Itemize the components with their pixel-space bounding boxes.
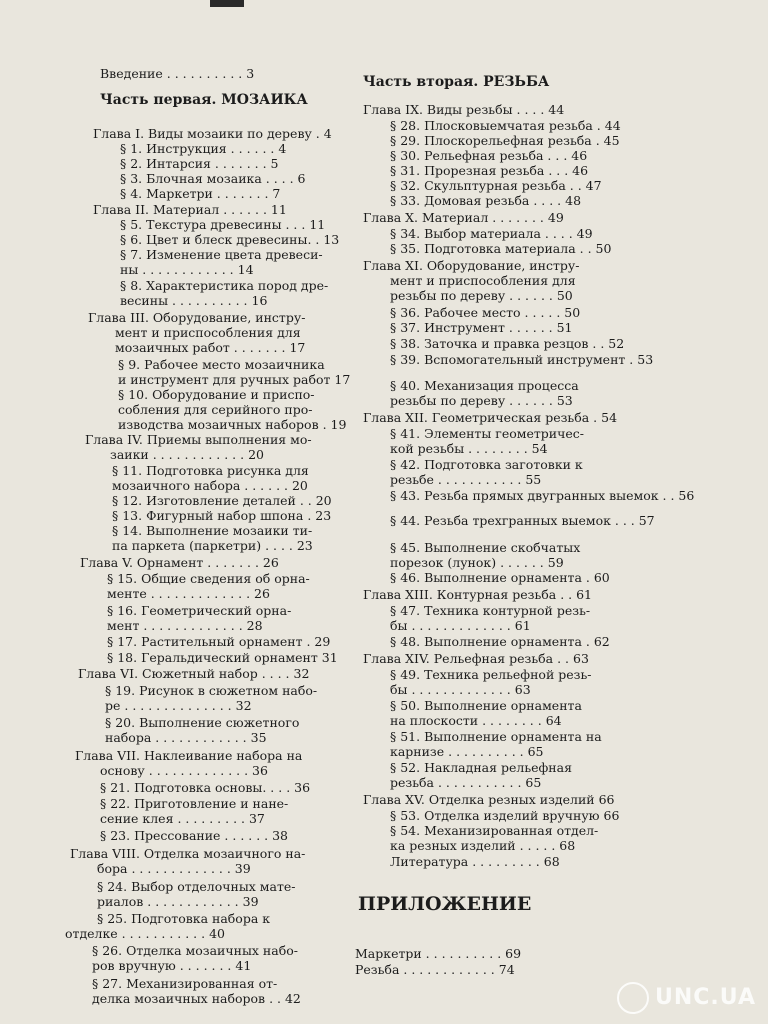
right-column-entry: § 39. Вспомогательный инструмент . 53 [390, 352, 654, 367]
left-column-entry: ны . . . . . . . . . . . . 14 [120, 262, 254, 277]
left-column-entry: мент . . . . . . . . . . . . . 28 [107, 618, 263, 633]
left-column-entry: Глава VIII. Отделка мозаичного на- [70, 846, 306, 861]
right-column-entry: Глава XIV. Рельефная резьба . . 63 [363, 651, 589, 666]
top-edge-bar [210, 0, 244, 7]
right-column-entry: § 49. Техника рельефной резь- [390, 667, 592, 682]
left-column-entry: § 17. Растительный орнамент . 29 [107, 634, 331, 649]
right-column-entry: § 38. Заточка и правка резцов . . 52 [390, 336, 625, 351]
left-column-entry: мент и приспособления для [115, 325, 301, 340]
left-column-entry: Глава III. Оборудование, инстру- [88, 310, 306, 325]
right-column-entry: § 41. Элементы геометричес- [390, 426, 584, 441]
right-column-entry: карнизе . . . . . . . . . . 65 [390, 744, 544, 759]
watermark-seal-icon [617, 982, 649, 1014]
right-column-entry: Глава XI. Оборудование, инстру- [363, 258, 580, 273]
right-column-entry: кой резьбы . . . . . . . . 54 [390, 441, 548, 456]
left-column-entry: § 8. Характеристика пород дре- [120, 278, 329, 293]
left-column-entry: § 16. Геометрический орна- [107, 603, 292, 618]
right-column-entry: § 47. Техника контурной резь- [390, 603, 591, 618]
right-column-entry: § 44. Резьба трехгранных выемок . . . 57 [390, 513, 655, 528]
right-column-entry: § 42. Подготовка заготовки к [390, 457, 583, 472]
left-column-entry: изводства мозаичных наборов . 19 [118, 417, 347, 432]
right-column-entry: Глава XII. Геометрическая резьба . 54 [363, 410, 618, 425]
left-column-entry: § 14. Выполнение мозаики ти- [112, 523, 313, 538]
left-column-entry: Глава I. Виды мозаики по дереву . 4 [93, 126, 332, 141]
right-column-entry: резьбе . . . . . . . . . . . 55 [390, 472, 542, 487]
left-column-entry: § 18. Геральдический орнамент 31 [107, 650, 338, 665]
left-column-entry: и инструмент для ручных работ 17 [118, 372, 351, 387]
left-column-entry: мозаичных работ . . . . . . . 17 [115, 340, 306, 355]
left-column-entry: § 2. Интарсия . . . . . . . 5 [120, 156, 279, 171]
left-column-entry: ре . . . . . . . . . . . . . . 32 [105, 698, 252, 713]
left-column-entry: § 19. Рисунок в сюжетном набо- [105, 683, 318, 698]
right-column-entry: § 51. Выполнение орнамента на [390, 729, 602, 744]
right-column-entry: § 35. Подготовка материала . . 50 [390, 241, 612, 256]
right-column-entry: § 50. Выполнение орнамента [390, 698, 582, 713]
right-column-entry: бы . . . . . . . . . . . . . 61 [390, 618, 531, 633]
left-column-entry: § 22. Приготовление и нане- [100, 796, 289, 811]
right-column-entry: § 37. Инструмент . . . . . . 51 [390, 320, 573, 335]
right-column-entry: на плоскости . . . . . . . . 64 [390, 713, 562, 728]
right-column-entry: резьбы по дереву . . . . . . 53 [390, 393, 573, 408]
left-column-entry: § 12. Изготовление деталей . . 20 [112, 493, 332, 508]
left-column-entry: па паркета (паркетри) . . . . 23 [112, 538, 313, 553]
left-column-entry: § 6. Цвет и блеск древесины. . 13 [120, 232, 340, 247]
right-column-entry: ка резных изделий . . . . . 68 [390, 838, 576, 853]
left-column-entry: § 4. Маркетри . . . . . . . 7 [120, 186, 281, 201]
left-column-entry: весины . . . . . . . . . . 16 [120, 293, 268, 308]
right-column-entry: Маркетри . . . . . . . . . . 69 [355, 946, 522, 961]
left-column-entry: Введение . . . . . . . . . . 3 [100, 66, 255, 81]
left-column-entry: § 24. Выбор отделочных мате- [97, 879, 296, 894]
right-column-entry: Глава IX. Виды резьбы . . . . 44 [363, 102, 565, 117]
left-column-entry: Глава VII. Наклеивание набора на [75, 748, 303, 763]
left-column-entry: § 20. Выполнение сюжетного [105, 715, 300, 730]
left-column-entry: собления для серийного про- [118, 402, 313, 417]
left-column-entry: Глава IV. Приемы выполнения мо- [85, 432, 312, 447]
left-column-entry: делка мозаичных наборов . . 42 [92, 991, 301, 1006]
right-column-entry: порезок (лунок) . . . . . . 59 [390, 555, 564, 570]
left-column-entry: набора . . . . . . . . . . . . 35 [105, 730, 267, 745]
left-column-entry: мозаичного набора . . . . . . 20 [112, 478, 308, 493]
right-column-entry: Глава XV. Отделка резных изделий 66 [363, 792, 615, 807]
left-column-entry: сение клея . . . . . . . . . 37 [100, 811, 265, 826]
left-column-entry: § 15. Общие сведения об орна- [107, 571, 310, 586]
right-column-entry: резьбы по дереву . . . . . . 50 [390, 288, 573, 303]
left-column-entry: § 10. Оборудование и приспо- [118, 387, 315, 402]
right-column-entry: резьба . . . . . . . . . . . 65 [390, 775, 542, 790]
left-column-entry: § 23. Прессование . . . . . . 38 [100, 828, 289, 843]
right-column-entry: Резьба . . . . . . . . . . . . 74 [355, 962, 515, 977]
left-column-entry: риалов . . . . . . . . . . . . 39 [97, 894, 259, 909]
left-column-entry: основу . . . . . . . . . . . . . 36 [100, 763, 268, 778]
left-column-entry: § 27. Механизированная от- [92, 976, 278, 991]
left-column-entry: § 13. Фигурный набор шпона . 23 [112, 508, 332, 523]
left-column-entry: менте . . . . . . . . . . . . . 26 [107, 586, 270, 601]
left-column-entry: заики . . . . . . . . . . . . 20 [110, 447, 264, 462]
right-column-entry: § 28. Плосковыемчатая резьба . 44 [390, 118, 621, 133]
right-column-entry: § 31. Прорезная резьба . . . 46 [390, 163, 589, 178]
right-column-entry: Часть вторая. РЕЗЬБА [363, 74, 550, 90]
left-column-entry: § 7. Изменение цвета древеси- [120, 247, 323, 262]
left-column-entry: бора . . . . . . . . . . . . . 39 [97, 861, 251, 876]
right-column-entry: § 40. Механизация процесса [390, 378, 579, 393]
right-column-entry: Литература . . . . . . . . . 68 [390, 854, 560, 869]
left-column-entry: § 5. Текстура древесины . . . 11 [120, 217, 326, 232]
right-column-entry: § 33. Домовая резьба . . . . 48 [390, 193, 582, 208]
right-column-entry: Глава X. Материал . . . . . . . 49 [363, 210, 564, 225]
right-column-entry: § 30. Рельефная резьба . . . 46 [390, 148, 588, 163]
watermark: UNC.UA [617, 982, 756, 1014]
right-column-entry: § 46. Выполнение орнамента . 60 [390, 570, 610, 585]
left-column-entry: § 11. Подготовка рисунка для [112, 463, 309, 478]
left-column-entry: Глава V. Орнамент . . . . . . . 26 [80, 555, 279, 570]
left-column-entry: Глава VI. Сюжетный набор . . . . 32 [78, 666, 310, 681]
right-column-entry: § 53. Отделка изделий вручную 66 [390, 808, 620, 823]
left-column-entry: Часть первая. МОЗАИКА [100, 92, 308, 108]
right-column-entry: § 48. Выполнение орнамента . 62 [390, 634, 610, 649]
right-column-entry: ПРИЛОЖЕНИЕ [358, 893, 532, 915]
right-column-entry: мент и приспособления для [390, 273, 576, 288]
left-column-entry: § 21. Подготовка основы. . . . 36 [100, 780, 311, 795]
right-column-entry: § 52. Накладная рельефная [390, 760, 572, 775]
right-column-entry: Глава XIII. Контурная резьба . . 61 [363, 587, 593, 602]
right-column-entry: § 29. Плоскорельефная резьба . 45 [390, 133, 620, 148]
left-column-entry: § 26. Отделка мозаичных набо- [92, 943, 298, 958]
right-column-entry: § 43. Резьба прямых двугранных выемок . . 56 [390, 488, 695, 503]
right-column-entry: § 36. Рабочее место . . . . . 50 [390, 305, 581, 320]
left-column-entry: отделке . . . . . . . . . . . 40 [65, 926, 225, 941]
right-column-entry: § 34. Выбор материала . . . . 49 [390, 226, 593, 241]
left-column-entry: § 25. Подготовка набора к [97, 911, 271, 926]
left-column-entry: § 3. Блочная мозаика . . . . 6 [120, 171, 306, 186]
left-column-entry: § 9. Рабочее место мозаичника [118, 357, 325, 372]
left-column-entry: Глава II. Материал . . . . . . 11 [93, 202, 287, 217]
right-column-entry: бы . . . . . . . . . . . . . 63 [390, 682, 531, 697]
right-column-entry: § 45. Выполнение скобчатых [390, 540, 581, 555]
right-column-entry: § 54. Механизированная отдел- [390, 823, 599, 838]
left-column-entry: § 1. Инструкция . . . . . . 4 [120, 141, 287, 156]
left-column-entry: ров вручную . . . . . . . 41 [92, 958, 252, 973]
right-column-entry: § 32. Скульптурная резьба . . 47 [390, 178, 602, 193]
